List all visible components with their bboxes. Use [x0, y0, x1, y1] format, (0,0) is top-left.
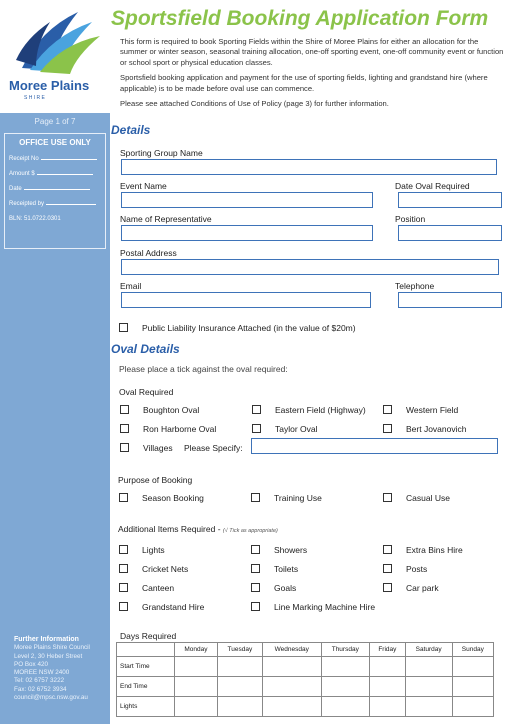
form-title: Sportsfield Booking Application Form: [111, 7, 489, 30]
casual-checkbox[interactable]: [383, 493, 392, 502]
casual-label: Casual Use: [406, 493, 450, 503]
days-heading: Days Required: [120, 631, 177, 641]
further-line: Level 2, 30 Heber Street: [14, 652, 83, 660]
further-line: MOREE NSW 2400: [14, 669, 70, 677]
postal-field[interactable]: [121, 259, 499, 275]
postal-label: Postal Address: [120, 248, 177, 258]
taylor-checkbox[interactable]: [252, 424, 261, 433]
receipted-by-field: Receipted by: [9, 201, 105, 207]
time-cell[interactable]: [370, 677, 406, 697]
position-label: Position: [395, 214, 426, 224]
training-checkbox[interactable]: [251, 493, 260, 502]
training-label: Training Use: [274, 493, 322, 503]
further-information: [14, 636, 110, 702]
row-label: Start Time: [117, 657, 175, 677]
cricket-checkbox[interactable]: [119, 564, 128, 573]
sporting-group-label: Sporting Group Name: [120, 148, 203, 158]
lights-checkbox[interactable]: [119, 545, 128, 554]
boughton-label: Boughton Oval: [143, 405, 200, 415]
telephone-field[interactable]: [398, 292, 502, 308]
intro-text: [120, 37, 506, 114]
oval-heading: Oval Details: [111, 342, 180, 356]
time-cell[interactable]: [217, 677, 262, 697]
lights-label: Lights: [142, 545, 165, 555]
boughton-checkbox[interactable]: [120, 405, 129, 414]
row-label: Lights: [117, 697, 175, 717]
days-table: [116, 642, 494, 717]
representative-field[interactable]: [121, 225, 373, 241]
further-line: council@mpsc.nsw.gov.au: [14, 694, 88, 702]
table-row: [117, 677, 494, 697]
event-name-label: Event Name: [120, 181, 167, 191]
time-cell[interactable]: [175, 697, 218, 717]
canteen-checkbox[interactable]: [119, 583, 128, 592]
canteen-label: Canteen: [142, 583, 175, 593]
time-cell[interactable]: [405, 657, 452, 677]
event-name-field[interactable]: [121, 192, 373, 208]
time-cell[interactable]: [262, 697, 321, 717]
additional-label: Additional Items Required - (√ Tick as appropriate): [118, 524, 278, 534]
bins-checkbox[interactable]: [383, 545, 392, 554]
time-cell[interactable]: [175, 657, 218, 677]
bins-label: Extra Bins Hire: [406, 545, 463, 555]
season-checkbox[interactable]: [119, 493, 128, 502]
oval-required-label: Oval Required: [119, 387, 174, 397]
toilets-label: Toilets: [274, 564, 299, 574]
liability-checkbox[interactable]: [119, 323, 128, 332]
date-oval-field[interactable]: [398, 192, 502, 208]
day-header: Monday: [175, 643, 218, 657]
carpark-checkbox[interactable]: [383, 583, 392, 592]
time-cell[interactable]: [321, 677, 370, 697]
intro-paragraph: Sportsfield booking application and payment for the use of sporting fields, lighting and grandstand hire (where applicable) is to be made before oval use can commence.: [120, 73, 488, 93]
office-use-box: [4, 133, 106, 249]
days-corner-cell: [117, 643, 175, 657]
western-checkbox[interactable]: [383, 405, 392, 414]
further-line: Tel: 02 6757 3222: [14, 677, 65, 685]
goals-checkbox[interactable]: [251, 583, 260, 592]
position-field[interactable]: [398, 225, 502, 241]
ron-harborne-checkbox[interactable]: [120, 424, 129, 433]
grandstand-label: Grandstand Hire: [142, 602, 205, 612]
day-header: Saturday: [405, 643, 452, 657]
time-cell[interactable]: [175, 677, 218, 697]
time-cell[interactable]: [452, 697, 493, 717]
table-row: [117, 657, 494, 677]
representative-label: Name of Representative: [120, 214, 212, 224]
liability-label: Public Liability Insurance Attached (in the value of $20m): [142, 323, 356, 333]
specify-label: Please Specify:: [184, 443, 243, 453]
telephone-label: Telephone: [395, 281, 435, 291]
time-cell[interactable]: [405, 677, 452, 697]
time-cell[interactable]: [217, 657, 262, 677]
time-cell[interactable]: [452, 657, 493, 677]
page-indicator: Page 1 of 7: [34, 117, 76, 126]
grandstand-checkbox[interactable]: [119, 602, 128, 611]
time-cell[interactable]: [405, 697, 452, 717]
day-header: Tuesday: [217, 643, 262, 657]
office-use-title: OFFICE USE ONLY: [19, 138, 91, 147]
goals-label: Goals: [274, 583, 297, 593]
posts-checkbox[interactable]: [383, 564, 392, 573]
eastern-label: Eastern Field (Highway): [275, 405, 366, 415]
further-line: PO Box 420: [14, 660, 48, 668]
intro-paragraph: Please see attached Conditions of Use of Policy (page 3) for further information.: [120, 99, 389, 109]
email-label: Email: [120, 281, 142, 291]
time-cell[interactable]: [452, 677, 493, 697]
details-heading: Details: [111, 123, 151, 137]
amount-field: Amount $: [9, 171, 105, 177]
time-cell[interactable]: [217, 697, 262, 717]
time-cell[interactable]: [321, 657, 370, 677]
specify-field[interactable]: [251, 438, 498, 454]
day-header: Friday: [370, 643, 406, 657]
receipt-no-field: Receipt No: [9, 156, 105, 162]
posts-label: Posts: [406, 564, 428, 574]
line-marking-label: Line Marking Machine Hire: [274, 602, 376, 612]
date-oval-label: Date Oval Required: [395, 181, 470, 191]
western-label: Western Field: [406, 405, 459, 415]
email-field[interactable]: [121, 292, 371, 308]
purpose-label: Purpose of Booking: [118, 475, 193, 485]
sporting-group-field[interactable]: [121, 159, 497, 175]
bert-checkbox[interactable]: [383, 424, 392, 433]
further-line: Fax: 02 6752 3934: [14, 685, 67, 693]
time-cell[interactable]: [370, 657, 406, 677]
date-field: Date: [9, 186, 105, 192]
cricket-label: Cricket Nets: [142, 564, 189, 574]
logo-swoosh-icon: [0, 0, 110, 113]
bert-label: Bert Jovanovich: [406, 424, 467, 434]
taylor-label: Taylor Oval: [275, 424, 318, 434]
table-row: [117, 697, 494, 717]
day-header: Sunday: [452, 643, 493, 657]
line-marking-checkbox[interactable]: [251, 602, 260, 611]
ron-harborne-label: Ron Harborne Oval: [143, 424, 217, 434]
villages-label: Villages: [143, 443, 173, 453]
season-label: Season Booking: [142, 493, 204, 503]
carpark-label: Car park: [406, 583, 439, 593]
bln-text: BLN: 51.0722.0301: [9, 216, 61, 222]
further-line: Moree Plains Shire Council: [14, 644, 90, 652]
day-header: Thursday: [321, 643, 370, 657]
time-cell[interactable]: [262, 657, 321, 677]
further-title: Further Information: [14, 636, 79, 643]
showers-label: Showers: [274, 545, 308, 555]
showers-checkbox[interactable]: [251, 545, 260, 554]
day-header: Wednesday: [262, 643, 321, 657]
row-label: End Time: [117, 677, 175, 697]
days-header-row: [117, 643, 494, 657]
time-cell[interactable]: [262, 677, 321, 697]
time-cell[interactable]: [370, 697, 406, 717]
logo-shire: S H I R E: [24, 95, 45, 101]
toilets-checkbox[interactable]: [251, 564, 260, 573]
intro-paragraph: This form is required to book Sporting Fields within the Shire of Moree Plains for either an allocation for the summer or winter season, seasonal training allocation, one-off sporting event, one-off community event or function or school sport or physical education classes.: [120, 37, 504, 67]
eastern-checkbox[interactable]: [252, 405, 261, 414]
villages-checkbox[interactable]: [120, 443, 129, 452]
logo-name: Moree Plains: [9, 78, 90, 93]
oval-instruction: Please place a tick against the oval required:: [119, 364, 288, 374]
time-cell[interactable]: [321, 697, 370, 717]
moree-plains-logo: [0, 0, 110, 113]
